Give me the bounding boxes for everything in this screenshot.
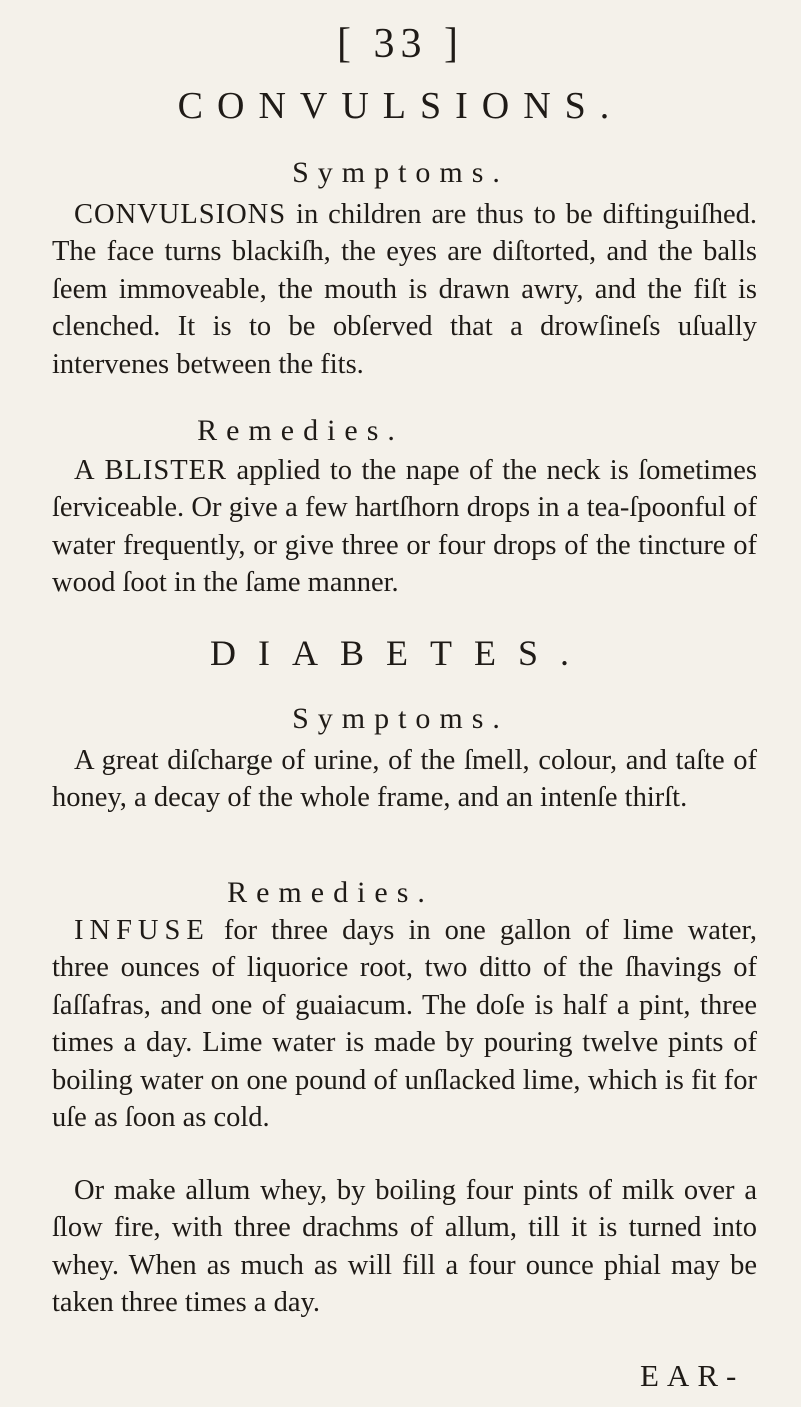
convulsions-title: CONVULSIONS. xyxy=(177,85,624,127)
convulsions-symptoms-lead: CONVULSIONS xyxy=(74,199,287,230)
diabetes-remedies-lead: INFUSE xyxy=(74,915,210,946)
convulsions-symptoms-heading: Symptoms. xyxy=(292,156,509,189)
diabetes-remedies-paragraph xyxy=(52,912,757,1136)
diabetes-symptoms-paragraph: A great diſcharge of urine, of the ſmell, colour, and taſte of honey, a decay of the whole frame, and an intenſe thirſt. xyxy=(52,745,757,814)
convulsions-remedies-paragraph xyxy=(52,452,757,602)
convulsions-remedies-text: applied to the nape of the neck is ſometimes ſerviceable. Or give a few hartſhorn drops in a tea-ſpoonful of water frequently, or give three or four drops of the tincture of wood ſoot in the ſame manner. xyxy=(52,455,757,599)
page-number: [ 33 ] xyxy=(337,21,464,67)
diabetes-remedies-heading: Remedies. xyxy=(227,876,434,909)
diabetes-symptoms-heading: Symptoms. xyxy=(292,702,509,735)
diabetes-title: DIABETES. xyxy=(210,633,591,673)
diabetes-remedies-paragraph-2: Or make allum whey, by boiling four pints of milk over a ſlow fire, with three drachms of allum, till it is turned into whey. When as much as will fill a four ounce phial may be taken three times a day. xyxy=(52,1175,757,1319)
convulsions-symptoms-text: in children are thus to be diftinguiſhed. The face turns blackiſh, the eyes are diſtorted, and the balls ſeem immoveable, the mouth is drawn awry, and the fiſt is clenched. It is to be obſerved that a drowſineſs uſually intervenes between the fits. xyxy=(52,199,757,380)
convulsions-remedies-heading: Remedies. xyxy=(197,414,404,447)
diabetes-remedies-text: for three days in one gallon of lime water, three ounces of liquorice root, two ditto of the ſhavings of ſaſſafras, and one of guaiacum. The doſe is half a pint, three times a day. Lime water is made by pouring twelve pints of boiling water on one pound of unſlacked lime, which is fit for uſe as ſoon as cold. xyxy=(52,915,757,1134)
convulsions-remedies-lead: A BLISTER xyxy=(74,455,228,486)
catchword: EAR- xyxy=(640,1358,745,1393)
convulsions-symptoms-paragraph xyxy=(52,196,757,383)
